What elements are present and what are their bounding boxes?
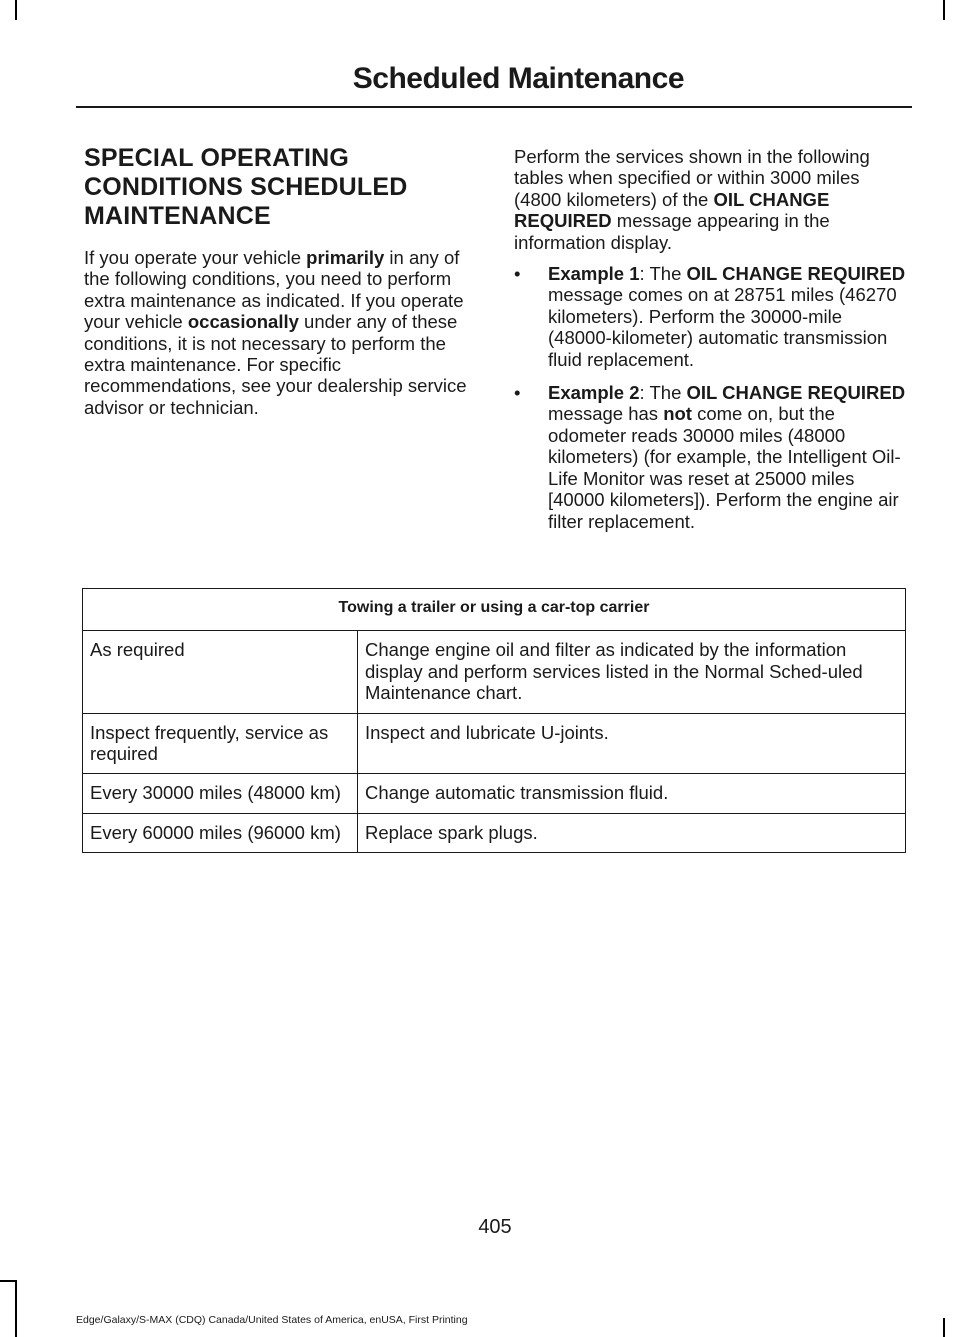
table-cell-interval: Inspect frequently, service as required [83, 713, 358, 774]
example-emphasis: not [663, 403, 692, 425]
maintenance-table [82, 588, 906, 853]
example-label: Example 1 [548, 263, 640, 285]
section-title [84, 144, 476, 231]
crop-mark [943, 1318, 945, 1337]
table-row [83, 631, 906, 713]
page-header [76, 58, 912, 108]
table-cell-interval: Every 30000 miles (48000 km) [83, 774, 358, 813]
right-column [514, 146, 910, 544]
left-column [84, 144, 476, 418]
example-text: : The [639, 382, 687, 404]
example-text: : The [639, 263, 687, 285]
example-text: come on, but the odometer reads 30000 miles (48000 kilometers) (for example, the Intelligent Oil-Life Monitor was reset at 25000 miles [40000 kilometers]). Perform the engine air filter replacement. [548, 403, 901, 532]
intro-emphasis: occasionally [187, 311, 299, 333]
example-label: Example 2 [548, 382, 640, 404]
bullet: • [514, 382, 521, 404]
page-title: Scheduled Maintenance [352, 62, 684, 95]
crop-mark [0, 1280, 16, 1282]
table-row [83, 813, 906, 852]
example-emphasis: OIL CHANGE REQUIRED [686, 263, 906, 285]
intro-text: under any of these conditions, it is not necessary to perform the extra maintenance. For specific recommendations, see your dealership service advisor or technician. [84, 311, 467, 418]
intro-paragraph [84, 247, 476, 418]
table-cell-action: Change automatic transmission fluid. [358, 774, 906, 813]
crop-mark [15, 0, 17, 20]
intro-text: If you operate your vehicle [84, 247, 307, 268]
example-text: message has [548, 403, 664, 425]
table-row [83, 713, 906, 774]
example-emphasis: OIL CHANGE REQUIRED [686, 382, 906, 404]
list-item [514, 382, 910, 532]
table-cell-interval: As required [83, 631, 358, 713]
services-text: Perform the services shown in the following tables when specified or within 3000 miles (4800 kilometers) of the [514, 146, 870, 210]
list-item [514, 263, 910, 370]
examples-list [514, 263, 910, 532]
table-cell-interval: Every 60000 miles (96000 km) [83, 813, 358, 852]
table-title: Towing a trailer or using a car-top carrier [83, 589, 906, 631]
section-title-line: SPECIAL OPERATING [84, 144, 350, 172]
section-title-line: CONDITIONS SCHEDULED [84, 173, 408, 201]
table-cell-action: Inspect and lubricate U-joints. [358, 713, 906, 774]
section-title-line: MAINTENANCE [84, 202, 271, 230]
page-number: 405 [478, 1216, 512, 1238]
services-emphasis: OIL CHANGE REQUIRED [514, 188, 830, 232]
services-paragraph [514, 146, 910, 253]
table-cell-action: Replace spark plugs. [358, 813, 906, 852]
table-header-row [83, 589, 906, 631]
bullet: • [514, 263, 521, 285]
table-cell-action: Change engine oil and filter as indicated by the information display and perform services listed in the Normal Sched-uled Maintenance chart. [358, 631, 906, 713]
table-row [83, 774, 906, 813]
crop-mark [943, 0, 945, 20]
intro-emphasis: primarily [306, 247, 385, 268]
example-text: message comes on at 28751 miles (46270 kilometers). Perform the 30000-mile (48000-kilometer) automatic transmission fluid replacement. [548, 284, 897, 370]
crop-mark [15, 1280, 17, 1337]
intro-text: in any of the following conditions, you need to perform extra maintenance as indicated. If you operate your vehicle [84, 247, 464, 333]
footer-text: Edge/Galaxy/S-MAX (CDQ) Canada/United States of America, enUSA, First Printing [76, 1314, 468, 1326]
services-text: message appearing in the information display. [514, 210, 830, 253]
